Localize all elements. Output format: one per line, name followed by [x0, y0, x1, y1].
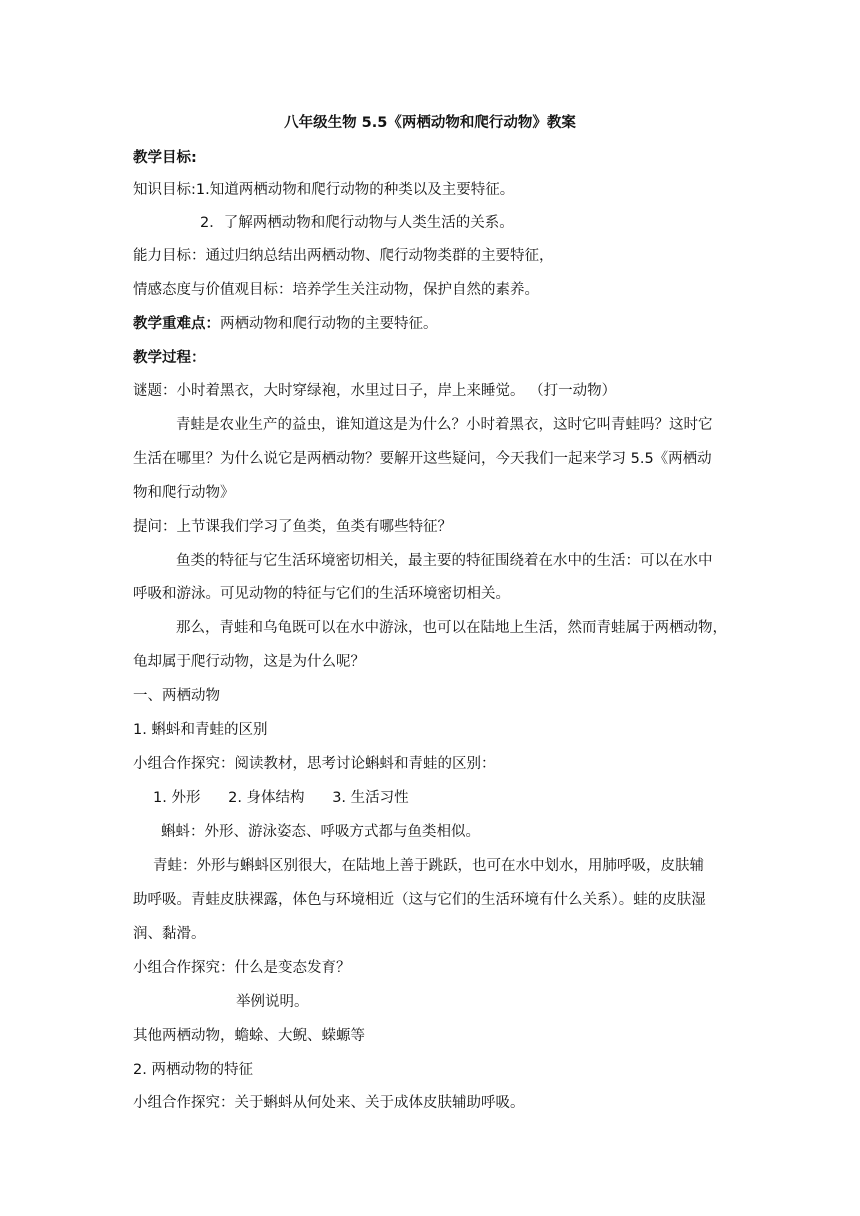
paragraph-1-line-3: 物和爬行动物》 — [133, 485, 235, 501]
paragraph-1-line-1: 青蛙是农业生产的益虫，谁知道这是为什么？小时着黑衣，这时它叫青蛙吗？这时它 — [176, 417, 713, 433]
emotion-goal: 情感态度与价值观目标：培养学生关注动物，保护自然的素养。 — [133, 282, 539, 298]
section-heading-amphibians: 一、两栖动物 — [133, 688, 220, 704]
key-points-text: 两栖动物和爬行动物的主要特征。 — [220, 316, 438, 332]
paragraph-3-line-2: 龟却属于爬行动物，这是为什么呢？ — [133, 654, 365, 670]
key-points — [133, 314, 438, 334]
riddle: 谜题：小时着黑衣，大时穿绿袍，水里过日子，岸上来睡觉。 （打一动物） — [133, 383, 617, 399]
frog-description-line-2: 助呼吸。青蛙皮肤裸露，体色与环境相近（这与它们的生活环境有什么关系）。蛙的皮肤湿 — [133, 892, 706, 908]
frog-description-line-3: 润、黏滑。 — [133, 926, 206, 942]
paragraph-2-line-1: 鱼类的特征与它生活环境密切相关，最主要的特征围绕着在水中的生活：可以在水中 — [176, 553, 713, 569]
frog-description-line-1: 青蛙：外形与蝌蚪区别很大，在陆地上善于跳跃，也可在水中划水，用肺呼吸，皮肤辅 — [153, 858, 704, 874]
knowledge-goal-1: 知识目标:1.知道两栖动物和爬行动物的种类以及主要特征。 — [133, 182, 515, 198]
process-heading: 教学过程： — [133, 350, 206, 366]
group-inquiry-2: 小组合作探究：什么是变态发育？ — [133, 960, 351, 976]
ability-goal: 能力目标：通过归纳总结出两栖动物、爬行动物类群的主要特征， — [133, 248, 554, 264]
paragraph-2-line-2: 呼吸和游泳。可见动物的特征与它们的生活环境密切相关。 — [133, 586, 510, 602]
paragraph-3-line-1: 那么，青蛙和乌龟既可以在水中游泳，也可以在陆地上生活，然而青蛙属于两栖动物， — [176, 620, 727, 636]
group-inquiry-1: 小组合作探究：阅读教材，思考讨论蝌蚪和青蛙的区别： — [133, 756, 496, 772]
subheading-tadpole-frog: 1. 蝌蚪和青蛙的区别 — [133, 722, 268, 738]
key-points-label: 教学重难点： — [133, 316, 220, 332]
tadpole-description: 蝌蚪：外形、游泳姿态、呼吸方式都与鱼类相似。 — [161, 824, 480, 840]
knowledge-goal-2: 2．了解两栖动物和爬行动物与人类生活的关系。 — [200, 215, 514, 231]
subheading-amphibian-features: 2. 两栖动物的特征 — [133, 1062, 253, 1078]
example-prompt: 举例说明。 — [236, 994, 309, 1010]
document-title: 八年级生物 5.5《两栖动物和爬行动物》教案 — [284, 115, 576, 131]
question: 提问：上节课我们学习了鱼类，鱼类有哪些特征？ — [133, 519, 452, 535]
paragraph-1-line-2: 生活在哪里？为什么说它是两栖动物？要解开这些疑问，今天我们一起来学习 5.5《两栖动 — [133, 451, 712, 467]
goals-heading: 教学目标: — [133, 150, 197, 166]
group-inquiry-3: 小组合作探究：关于蝌蚪从何处来、关于成体皮肤辅助呼吸。 — [133, 1095, 525, 1111]
other-amphibians: 其他两栖动物，蟾蜍、大鲵、蝾螈等 — [133, 1028, 365, 1044]
comparison-items: 1. 外形 2. 身体结构 3. 生活习性 — [153, 790, 409, 806]
